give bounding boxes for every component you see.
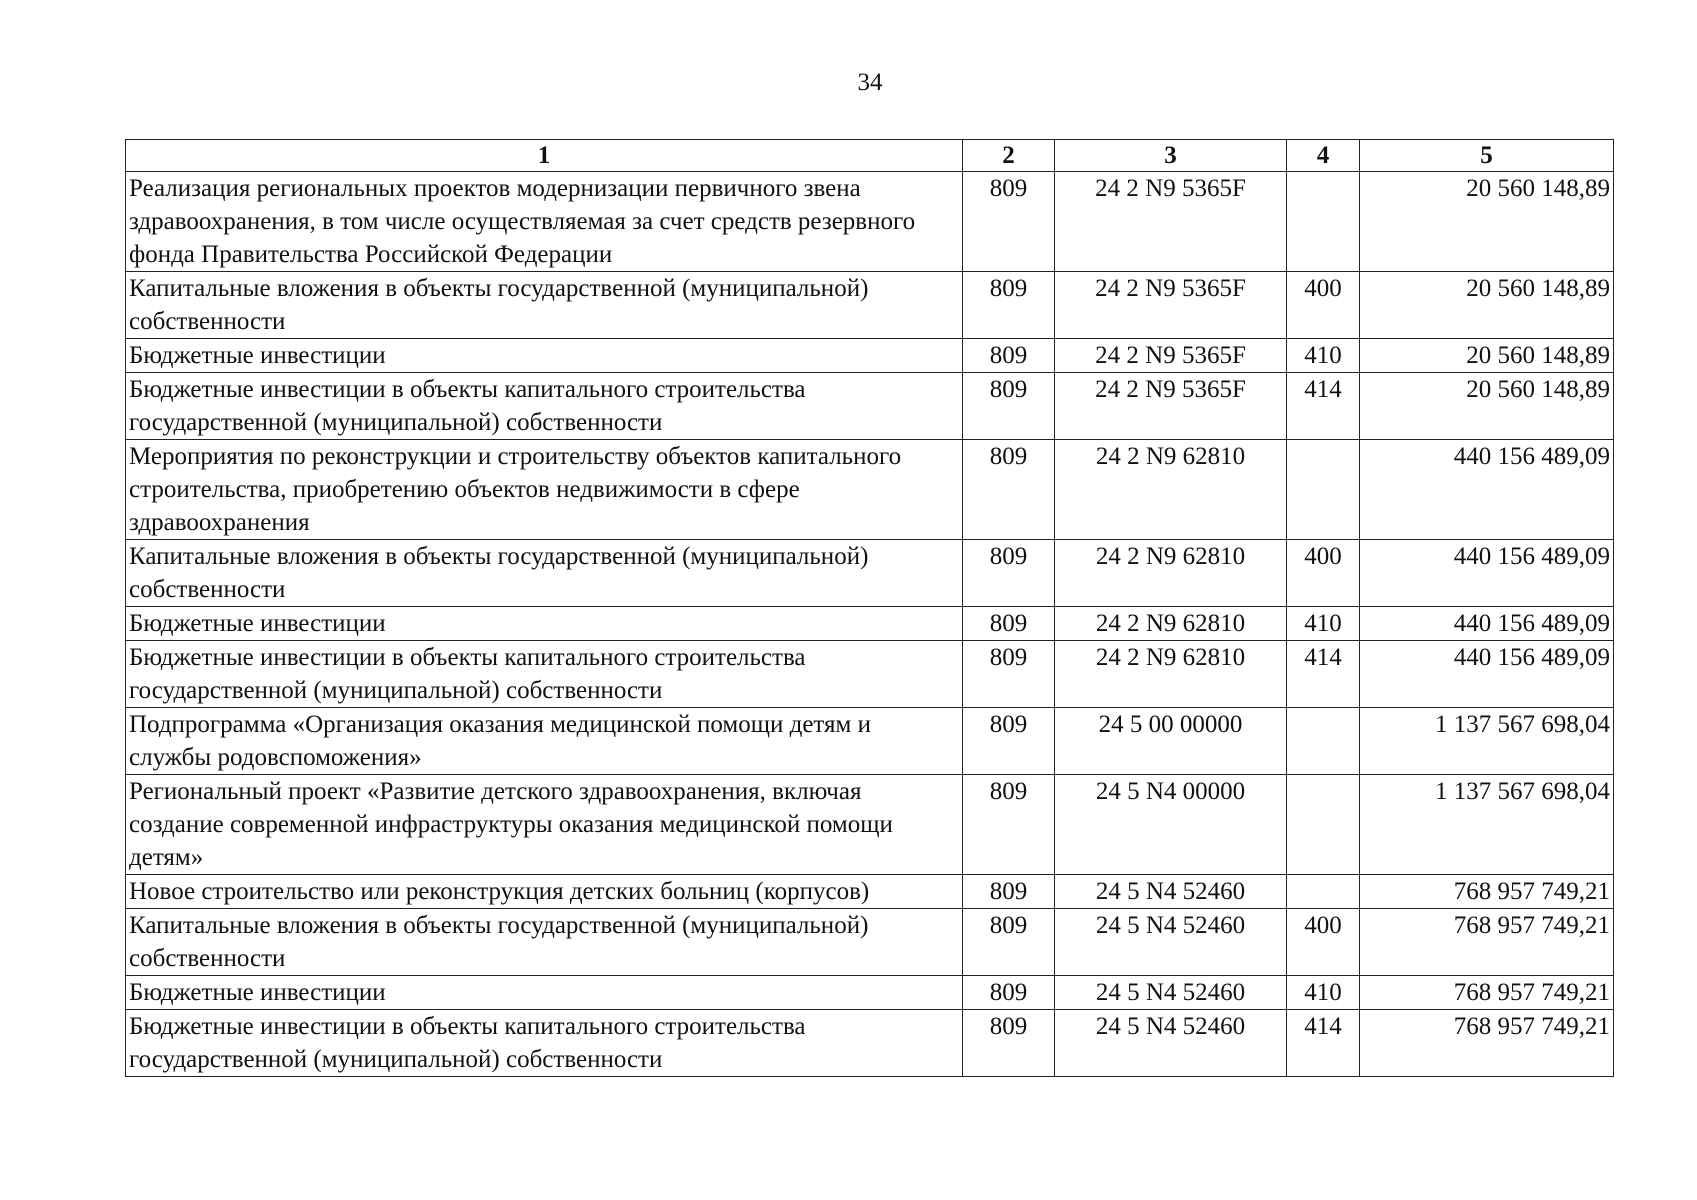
row-name: Региональный проект «Развитие детского здравоохранения, включая создание современной инфраструктуры оказания медицинской помощи детям» xyxy=(126,775,963,875)
row-target: 24 5 N4 52460 xyxy=(1055,909,1287,976)
row-type xyxy=(1287,775,1360,875)
row-target: 24 5 N4 52460 xyxy=(1055,976,1287,1010)
row-type: 410 xyxy=(1287,339,1360,373)
row-name: Подпрограмма «Организация оказания медицинской помощи детям и службы родовспоможения» xyxy=(126,708,963,775)
row-name: Бюджетные инвестиции xyxy=(126,976,963,1010)
row-amount: 440 156 489,09 xyxy=(1360,440,1614,540)
page-number: 34 xyxy=(857,69,883,96)
table-row xyxy=(126,373,1614,440)
row-amount: 20 560 148,89 xyxy=(1360,373,1614,440)
table-row xyxy=(126,875,1614,909)
row-code: 809 xyxy=(963,440,1055,540)
row-target: 24 5 N4 52460 xyxy=(1055,1010,1287,1077)
table-row xyxy=(126,540,1614,607)
row-type: 400 xyxy=(1287,272,1360,339)
row-amount: 440 156 489,09 xyxy=(1360,641,1614,708)
table-row xyxy=(126,607,1614,641)
row-name: Мероприятия по реконструкции и строительству объектов капитального строительства, приобретению объектов недвижимости в сфере здравоохранения xyxy=(126,440,963,540)
table-row xyxy=(126,172,1614,272)
row-amount: 20 560 148,89 xyxy=(1360,272,1614,339)
row-name: Капитальные вложения в объекты государственной (муниципальной) собственности xyxy=(126,540,963,607)
row-amount: 768 957 749,21 xyxy=(1360,1010,1614,1077)
row-name: Бюджетные инвестиции xyxy=(126,339,963,373)
row-target: 24 2 N9 62810 xyxy=(1055,607,1287,641)
table-row xyxy=(126,708,1614,775)
row-name: Капитальные вложения в объекты государственной (муниципальной) собственности xyxy=(126,272,963,339)
row-code: 809 xyxy=(963,339,1055,373)
table-row xyxy=(126,272,1614,339)
row-name: Бюджетные инвестиции в объекты капитального строительства государственной (муниципальной) собственности xyxy=(126,373,963,440)
row-name: Реализация региональных проектов модернизации первичного звена здравоохранения, в том числе осуществляемая за счет средств резервного фонда Правительства Российской Федерации xyxy=(126,172,963,272)
row-amount: 440 156 489,09 xyxy=(1360,540,1614,607)
table-row xyxy=(126,909,1614,976)
table-row xyxy=(126,976,1614,1010)
table-row xyxy=(126,641,1614,708)
row-code: 809 xyxy=(963,775,1055,875)
row-type: 410 xyxy=(1287,607,1360,641)
header-col-4: 4 xyxy=(1287,140,1360,172)
row-code: 809 xyxy=(963,373,1055,440)
row-name: Новое строительство или реконструкция детских больниц (корпусов) xyxy=(126,875,963,909)
row-code: 809 xyxy=(963,976,1055,1010)
row-target: 24 5 00 00000 xyxy=(1055,708,1287,775)
header-col-1: 1 xyxy=(126,140,963,172)
row-type xyxy=(1287,875,1360,909)
row-code: 809 xyxy=(963,708,1055,775)
row-name: Капитальные вложения в объекты государственной (муниципальной) собственности xyxy=(126,909,963,976)
row-code: 809 xyxy=(963,607,1055,641)
row-amount: 768 957 749,21 xyxy=(1360,909,1614,976)
row-code: 809 xyxy=(963,172,1055,272)
row-amount: 1 137 567 698,04 xyxy=(1360,708,1614,775)
row-amount: 768 957 749,21 xyxy=(1360,976,1614,1010)
row-type: 414 xyxy=(1287,641,1360,708)
row-code: 809 xyxy=(963,272,1055,339)
table-row xyxy=(126,339,1614,373)
row-type: 414 xyxy=(1287,373,1360,440)
row-target: 24 5 N4 52460 xyxy=(1055,875,1287,909)
table-row xyxy=(126,440,1614,540)
row-amount: 20 560 148,89 xyxy=(1360,172,1614,272)
budget-table xyxy=(125,139,1614,1077)
row-amount: 440 156 489,09 xyxy=(1360,607,1614,641)
row-amount: 20 560 148,89 xyxy=(1360,339,1614,373)
row-name: Бюджетные инвестиции в объекты капитального строительства государственной (муниципальной) собственности xyxy=(126,1010,963,1077)
row-target: 24 2 N9 62810 xyxy=(1055,641,1287,708)
row-type xyxy=(1287,708,1360,775)
header-col-2: 2 xyxy=(963,140,1055,172)
row-code: 809 xyxy=(963,540,1055,607)
row-target: 24 2 N9 5365F xyxy=(1055,373,1287,440)
row-code: 809 xyxy=(963,909,1055,976)
row-target: 24 2 N9 62810 xyxy=(1055,540,1287,607)
row-amount: 768 957 749,21 xyxy=(1360,875,1614,909)
row-target: 24 2 N9 5365F xyxy=(1055,172,1287,272)
header-col-3: 3 xyxy=(1055,140,1287,172)
row-target: 24 2 N9 5365F xyxy=(1055,272,1287,339)
row-amount: 1 137 567 698,04 xyxy=(1360,775,1614,875)
row-type: 400 xyxy=(1287,909,1360,976)
row-type: 400 xyxy=(1287,540,1360,607)
row-target: 24 2 N9 5365F xyxy=(1055,339,1287,373)
row-code: 809 xyxy=(963,1010,1055,1077)
row-code: 809 xyxy=(963,641,1055,708)
row-type: 410 xyxy=(1287,976,1360,1010)
row-target: 24 5 N4 00000 xyxy=(1055,775,1287,875)
row-type: 414 xyxy=(1287,1010,1360,1077)
table-row xyxy=(126,1010,1614,1077)
row-code: 809 xyxy=(963,875,1055,909)
table-row xyxy=(126,775,1614,875)
row-name: Бюджетные инвестиции в объекты капитального строительства государственной (муниципальной) собственности xyxy=(126,641,963,708)
row-type xyxy=(1287,440,1360,540)
table-header-row xyxy=(126,140,1614,172)
row-target: 24 2 N9 62810 xyxy=(1055,440,1287,540)
header-col-5: 5 xyxy=(1360,140,1614,172)
row-name: Бюджетные инвестиции xyxy=(126,607,963,641)
row-type xyxy=(1287,172,1360,272)
